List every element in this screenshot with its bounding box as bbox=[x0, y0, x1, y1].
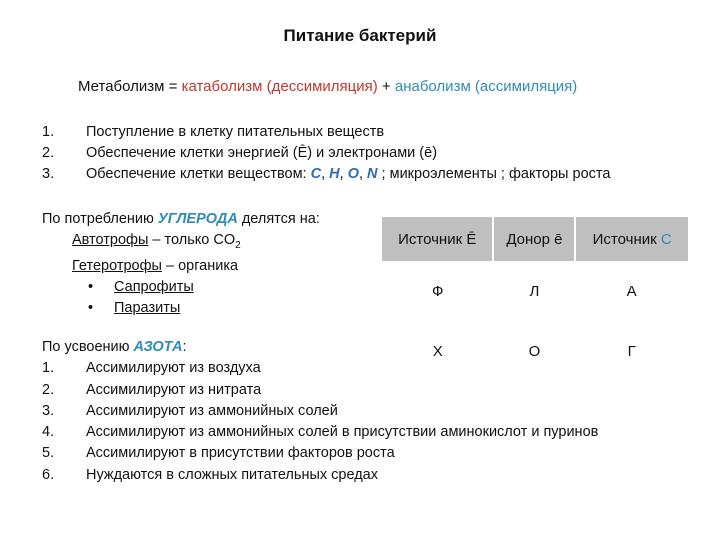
list-number: 4. bbox=[42, 424, 55, 441]
list-item bbox=[42, 401, 598, 422]
nitrogen-prefix: По усвоению bbox=[42, 339, 134, 355]
nutrition-functions-list bbox=[42, 122, 610, 185]
header-carbon-source-text: Источник bbox=[592, 230, 661, 248]
catabolism-term: катаболизм (дессимиляция) bbox=[181, 78, 378, 95]
list-text: Нуждаются в сложных питательных средах bbox=[86, 466, 378, 483]
list-text-before: Обеспечение клетки веществом: bbox=[86, 166, 311, 182]
co2-subscript: 2 bbox=[235, 239, 241, 251]
element-hydrogen: H bbox=[329, 166, 340, 182]
table-cell: Г bbox=[575, 321, 688, 381]
list-item bbox=[42, 380, 598, 401]
list-item bbox=[42, 122, 610, 143]
nitrogen-heading bbox=[42, 337, 598, 358]
table-cell: Ф bbox=[382, 261, 493, 321]
list-item bbox=[42, 422, 598, 443]
element-nitrogen: N bbox=[367, 166, 378, 182]
carbon-suffix: делятся на: bbox=[237, 211, 320, 227]
list-text: Ассимилируют из нитрата bbox=[86, 381, 262, 398]
nitrogen-keyword: АЗОТА bbox=[133, 339, 183, 355]
table-cell: О bbox=[493, 321, 575, 381]
table-cell: Х bbox=[382, 321, 493, 381]
carbon-keyword: УГЛЕРОДА bbox=[157, 211, 238, 227]
metabolism-label: Метаболизм = bbox=[78, 78, 182, 95]
header-energy-source: Источник Ē bbox=[382, 217, 493, 261]
list-number: 6. bbox=[42, 466, 55, 483]
list-item bbox=[42, 358, 598, 379]
autotrophs-line bbox=[42, 230, 320, 256]
list-item bbox=[42, 164, 610, 185]
slide-title: Питание бактерий bbox=[283, 26, 437, 45]
nitrogen-suffix: : bbox=[182, 339, 187, 355]
plus-sign: + bbox=[377, 78, 395, 95]
list-item bbox=[42, 143, 610, 164]
list-item bbox=[42, 465, 598, 486]
list-number: 2. bbox=[42, 381, 55, 398]
parasites-label: Паразиты bbox=[114, 299, 181, 316]
table-cell: Л bbox=[493, 261, 575, 321]
list-text: Ассимилируют из аммонийных солей bbox=[86, 402, 338, 419]
list-number: 1. bbox=[42, 360, 55, 377]
anabolism-term: анаболизм (ассимиляция) bbox=[394, 78, 578, 95]
list-number: 1. bbox=[42, 124, 55, 140]
list-item bbox=[42, 443, 598, 464]
header-carbon-symbol: C bbox=[660, 230, 672, 248]
bullet-icon: • bbox=[88, 299, 94, 316]
list-text: Ассимилируют из аммонийных солей в присутствии аминокислот и пуринов bbox=[86, 424, 599, 441]
table-cell: А bbox=[575, 261, 688, 321]
metabolism-formula bbox=[78, 78, 577, 95]
list-text: Ассимилируют в присутствии факторов роста bbox=[86, 445, 395, 462]
carbon-prefix: По потреблению bbox=[42, 211, 158, 227]
table-row bbox=[382, 261, 688, 321]
list-text: Ассимилируют из воздуха bbox=[86, 360, 261, 377]
carbon-heading bbox=[42, 209, 320, 230]
list-number: 5. bbox=[42, 445, 55, 462]
element-oxygen: O bbox=[347, 166, 359, 182]
autotrophs-label: Автотрофы bbox=[72, 232, 149, 248]
heterotrophs-label: Гетеротрофы bbox=[72, 257, 162, 274]
heterotrophs-line bbox=[42, 256, 320, 277]
list-text-after: ; микроэлементы ; факторы роста bbox=[377, 166, 611, 182]
carbon-classification bbox=[42, 209, 320, 319]
autotrophs-text: – только CO bbox=[148, 232, 236, 248]
table-header-row bbox=[382, 217, 688, 261]
list-number: 3. bbox=[42, 402, 55, 419]
header-electron-donor: Донор ē bbox=[493, 217, 575, 261]
list-text: Обеспечение клетки веществом: C, H, O, N ; микроэлементы ; факторы роста bbox=[86, 166, 611, 182]
heterotrophs-text: – органика bbox=[161, 257, 239, 274]
list-text: Поступление в клетку питательных веществ bbox=[86, 124, 385, 140]
header-carbon-source bbox=[575, 217, 688, 261]
list-number: 2. bbox=[42, 145, 55, 161]
bullet-icon: • bbox=[88, 278, 94, 295]
saprophytes-label: Сапрофиты bbox=[114, 278, 194, 295]
element-carbon: C bbox=[310, 166, 322, 182]
bullet-item bbox=[42, 298, 320, 319]
bullet-item bbox=[42, 277, 320, 298]
list-text: Обеспечение клетки энергией (Ē) и электронами (ē) bbox=[86, 145, 438, 161]
list-number: 3. bbox=[42, 166, 55, 182]
nitrogen-classification bbox=[42, 337, 598, 486]
